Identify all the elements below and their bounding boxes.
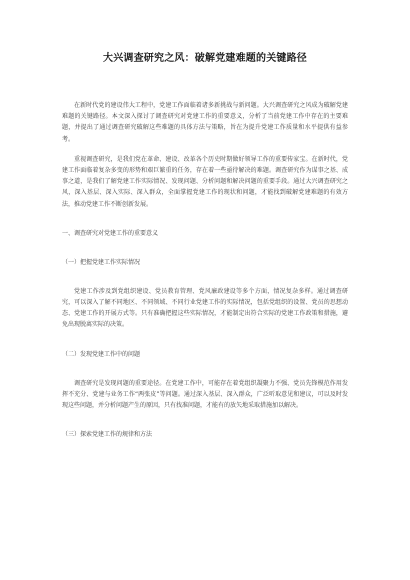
spacer: [62, 239, 348, 257]
document-title: 大兴调查研究之风：破解党建难题的关键路径: [103, 53, 307, 64]
spacer: [62, 360, 348, 378]
abstract-paragraph: 在新时代党的建设伟大工程中，党建工作面临着诸多新挑战与新问题。大兴调查研究之风成为破解党建难题的关键路径。本文深入探讨了调查研究对党建工作的重要意义，分析了当前党建工作中存在的主要难题，并提出了通过调查研究破解这些难题的具体方法与策略，旨在为提升党建工作质量和水平提供有益参考。: [62, 102, 348, 143]
spacer: [62, 268, 348, 286]
body-paragraph-1: 党建工作涉及到党组织建设、党员教育管理、党风廉政建设等多个方面，情况复杂多样。通过调查研究，可以深入了解不同地区、不同领域、不同行业党建工作的实际情况，包括党组织的设置、党员的思想动态、党建工作的开展方式等。只有准确把握这些实际情况，才能制定出符合实际的党建工作政策和措施，避免出现脱离实际的决策。: [62, 287, 348, 329]
section-heading-1: 一、调查研究对党建工作的重要意义: [62, 229, 159, 237]
spacer: [62, 145, 348, 154]
spacer: [62, 411, 348, 429]
body-paragraph-2: 调查研究是发现问题的重要途径。在党建工作中，可能存在着党组织凝聚力不强、党员先锋模范作用发挥不充分、党建与业务工作“两张皮”等问题。通过深入基层、深入群众，广泛听取意见和建议，可以及时发现这些问题，并分析问题产生的原因，只有找准问题，才能有的放矢地采取措施加以解决。: [62, 379, 348, 410]
subsection-heading-2: （二）发现党建工作中的问题: [62, 350, 141, 358]
subsection-heading-1: （一）把握党建工作实际情况: [62, 258, 141, 266]
subsection-heading-3: （三）探索党建工作的规律和方法: [62, 431, 153, 439]
spacer: [62, 210, 348, 228]
spacer: [62, 331, 348, 349]
intro-paragraph: 重视调查研究，是我们党在革命、建设、改革各个历史时期做好领导工作的重要传家宝。在新时代，党建工作面临着复杂多变的形势和艰巨繁重的任务，存在着一些亟待解决的难题。调查研究作为谋事之基、成事之道，是我们了解党建工作实际情况、发现问题、分析问题和解决问题的重要手段。通过大兴调查研究之风，深入基层、深入实际、深入群众，全面掌握党建工作的现状和问题，才能找到破解党建难题的有效方法，推动党建工作不断创新发展。: [62, 155, 348, 208]
